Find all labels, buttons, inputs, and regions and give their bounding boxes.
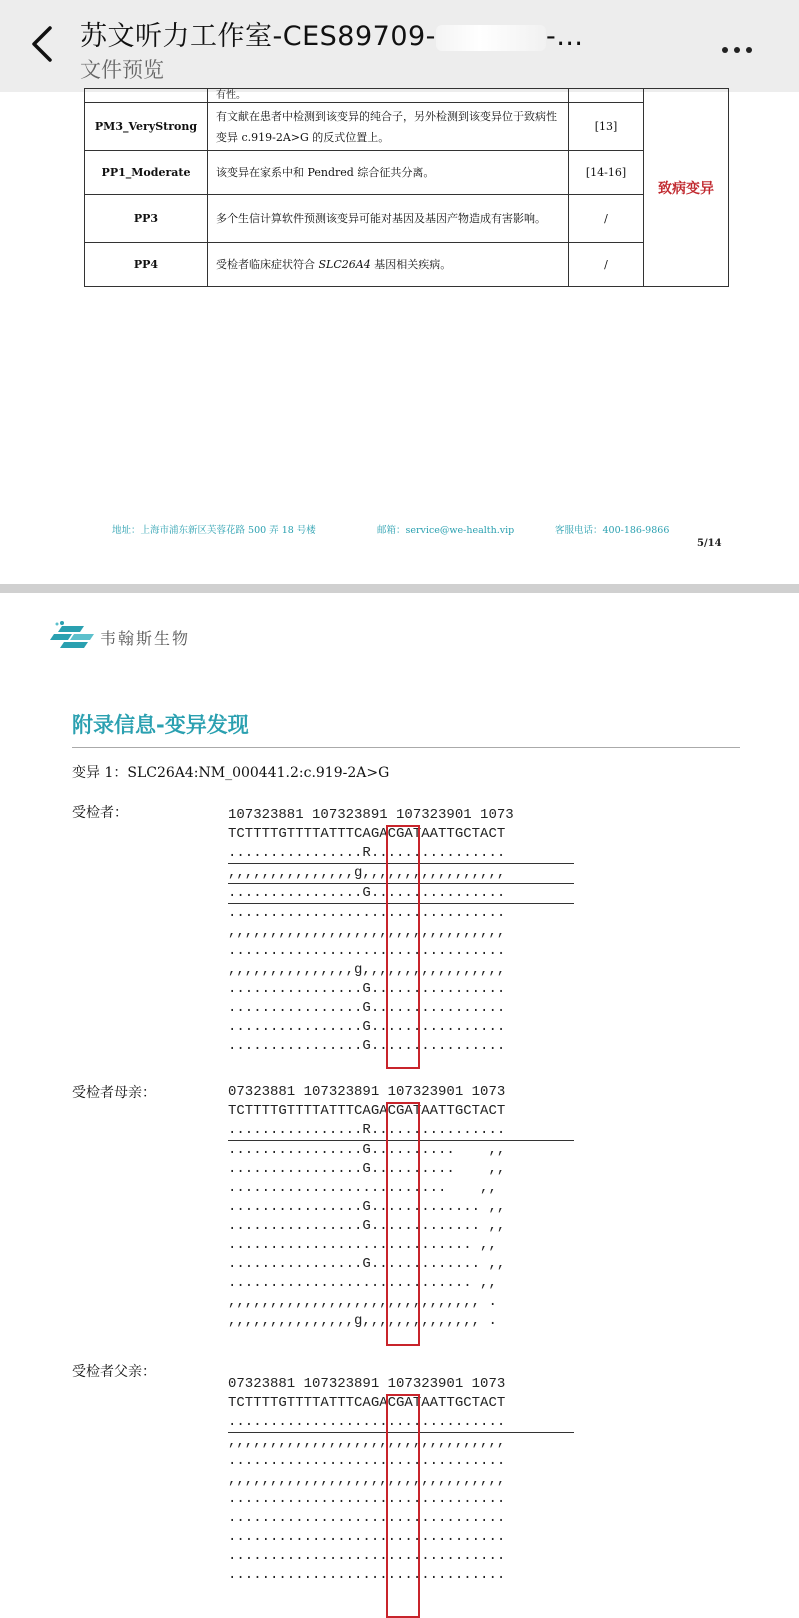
coordinate-line: 107323881 107323891 107323901 1073: [228, 807, 514, 823]
gene-name: SLC26A4: [318, 258, 371, 271]
table-row: [85, 151, 729, 195]
company-logo-text: 韦翰斯生物: [100, 629, 191, 648]
criteria-description: 该变异在家系中和 Pendred 综合征共分离。: [208, 151, 569, 195]
read-line: .................................: [228, 1510, 506, 1526]
read-line: .......................... ,,: [228, 1180, 497, 1196]
table-row: [85, 243, 729, 287]
title-suffix: -…: [545, 21, 584, 52]
criteria-reference: [14-16]: [569, 151, 644, 195]
criteria-table: [84, 88, 729, 287]
read-line: ,,,,,,,,,,,,,,,,,,,,,,,,,,,,,,,,,: [228, 1472, 506, 1488]
read-line: .................................: [228, 1567, 506, 1583]
proband-label: 受检者：: [72, 805, 128, 821]
variant-highlight-box: [386, 1394, 420, 1618]
criteria-reference: /: [569, 195, 644, 243]
read-line: ................R................: [228, 844, 574, 864]
page-number: 5/14: [697, 538, 722, 549]
cut-text: 有性。: [208, 89, 569, 103]
footer-email: 邮箱：service@we-health.vip: [377, 525, 515, 536]
read-line: ,,,,,,,,,,,,,,,g,,,,,,,,,,,,,,,,,: [228, 864, 574, 884]
chevron-left-icon[interactable]: [24, 22, 64, 66]
company-logo-icon: [48, 620, 96, 654]
read-line: ................G................: [228, 1019, 506, 1035]
page-separator: [0, 584, 799, 593]
criteria-description: [208, 243, 569, 287]
read-line: ................G................: [228, 1000, 506, 1016]
read-line: ................G................: [228, 1038, 506, 1054]
footer-phone: 客服电话：400-186-9866: [555, 525, 670, 536]
mother-label: 受检者母亲：: [72, 1085, 156, 1101]
father-label: 受检者父亲：: [72, 1364, 156, 1380]
read-line: ................G.......... ,,: [228, 1161, 506, 1177]
desc-text: 受检者临床症状符合: [216, 258, 319, 271]
read-line: ............................. ,,: [228, 1237, 497, 1253]
title-prefix: 苏文听力工作室-CES89709-: [80, 21, 436, 52]
read-line: ................G............. ,,: [228, 1218, 506, 1234]
variant-label: 变异 1：SLC26A4:NM_000441.2:c.919-2A>G: [72, 765, 390, 781]
desc-text: 基因相关疾病。: [370, 258, 452, 271]
section-divider: [72, 747, 740, 748]
criteria-description: 多个生信计算软件预测该变异可能对基因及基因产物造成有害影响。: [208, 195, 569, 243]
subtitle: 文件预览: [80, 58, 164, 82]
coordinate-line: 07323881 107323891 107323901 1073: [228, 1084, 506, 1100]
coordinate-line: 07323881 107323891 107323901 1073: [228, 1376, 506, 1392]
criteria-code: PP4: [85, 243, 208, 287]
read-line: ,,,,,,,,,,,,,,,,,,,,,,,,,,,,,,,,,: [228, 924, 506, 940]
read-line: ................G................: [228, 884, 574, 904]
top-bar: [0, 0, 799, 92]
redacted-area: [436, 25, 546, 51]
read-line: .................................: [228, 1413, 574, 1433]
read-line: ................R................: [228, 1121, 574, 1141]
read-line: ,,,,,,,,,,,,,,,,,,,,,,,,,,,,,, .: [228, 1294, 497, 1310]
criteria-reference: [13]: [569, 103, 644, 151]
table-row: [85, 103, 729, 151]
read-line: ,,,,,,,,,,,,,,,,,,,,,,,,,,,,,,,,,: [228, 1434, 506, 1450]
document-page-5: [0, 89, 799, 584]
read-line: .................................: [228, 1548, 506, 1564]
read-line: ................G.......... ,,: [228, 1142, 506, 1158]
read-line: .................................: [228, 943, 506, 959]
criteria-code: PP3: [85, 195, 208, 243]
table-row: [85, 195, 729, 243]
footer-address: 地址：上海市浦东新区芙蓉花路 500 弄 18 号楼: [112, 525, 316, 536]
read-line: .................................: [228, 1529, 506, 1545]
read-line: ,,,,,,,,,,,,,,,g,,,,,,,,,,,,,,,,,: [228, 962, 506, 978]
criteria-description: 有文献在患者中检测到该变异的纯合子，另外检测到该变异位于致病性变异 c.919-2A>G 的反式位置上。: [208, 103, 569, 151]
variant-highlight-box: [386, 1102, 420, 1346]
criteria-code: PM3_VeryStrong: [85, 103, 208, 151]
reference-sequence: TCTTTTGTTTTATTTCAGACGATAATTGCTACT: [228, 826, 506, 842]
criteria-reference: /: [569, 243, 644, 287]
read-line: ................G............. ,,: [228, 1256, 506, 1272]
reference-sequence: TCTTTTGTTTTATTTCAGACGATAATTGCTACT: [228, 1395, 506, 1411]
reference-sequence: TCTTTTGTTTTATTTCAGACGATAATTGCTACT: [228, 1103, 506, 1119]
read-line: ................G............. ,,: [228, 1199, 506, 1215]
conclusion-cell: 致病变异: [644, 89, 729, 287]
more-dots-icon[interactable]: [722, 38, 762, 52]
read-line: .................................: [228, 1453, 506, 1469]
read-line: ,,,,,,,,,,,,,,,g,,,,,,,,,,,,,, .: [228, 1313, 497, 1329]
read-line: ................G................: [228, 981, 506, 997]
criteria-code: PP1_Moderate: [85, 151, 208, 195]
read-line: .................................: [228, 905, 506, 921]
variant-highlight-box: [386, 825, 420, 1069]
window-title: [80, 14, 584, 53]
section-title: 附录信息-变异发现: [72, 713, 249, 737]
read-line: .................................: [228, 1491, 506, 1507]
read-line: ............................. ,,: [228, 1275, 497, 1291]
